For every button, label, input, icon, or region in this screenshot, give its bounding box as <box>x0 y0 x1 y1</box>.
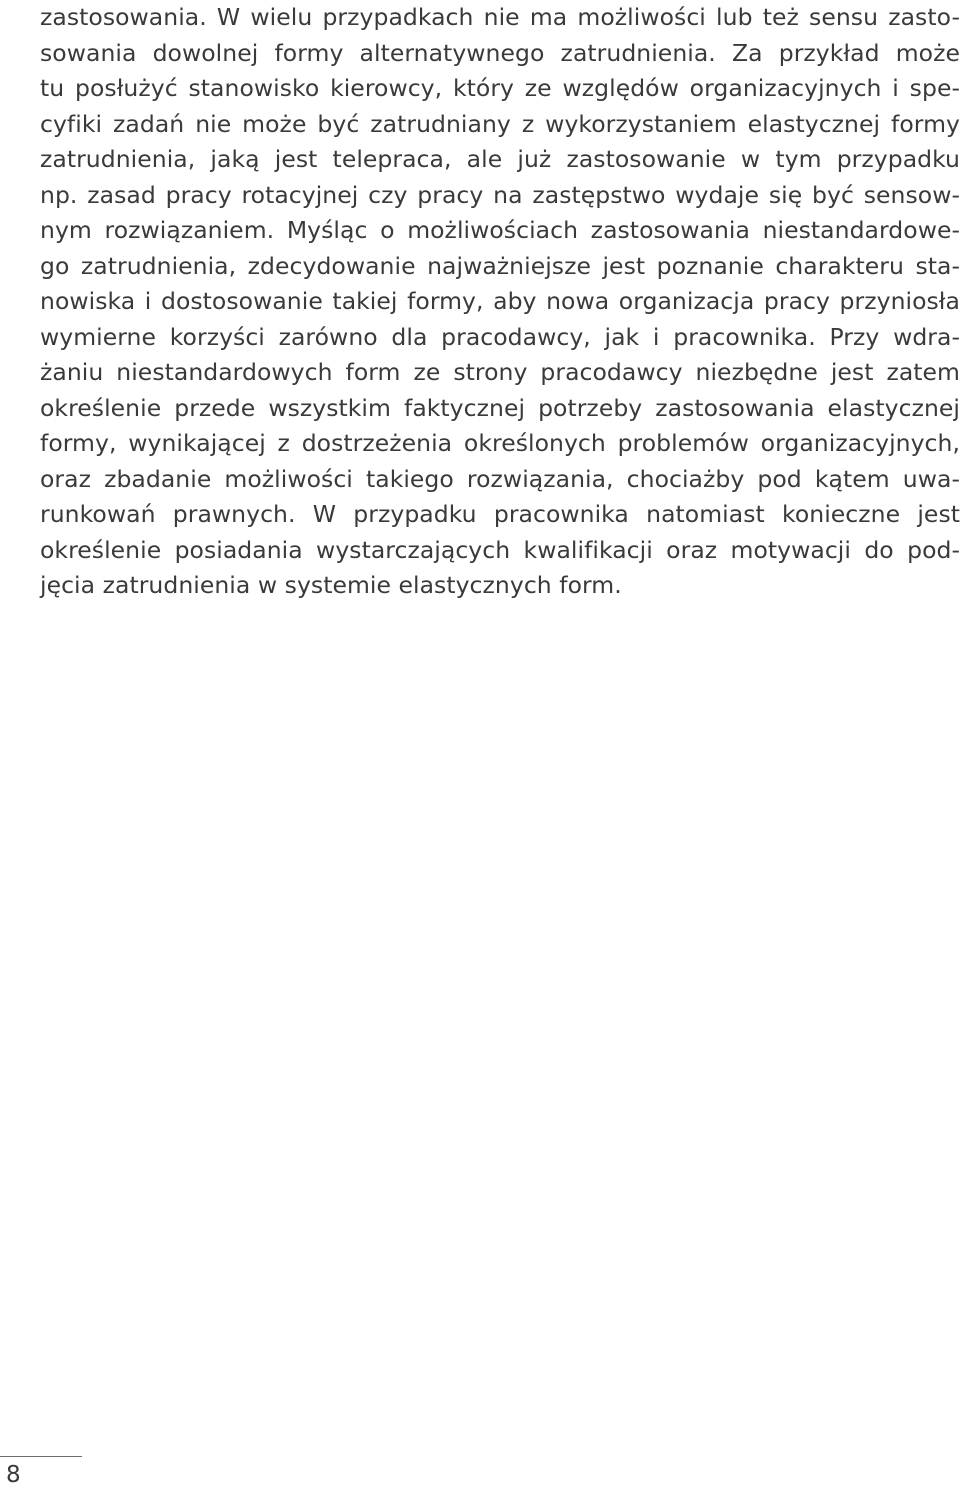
text-line: tu posłużyć stanowisko kierowcy, który ze względów organizacyjnych i spe- <box>40 74 960 102</box>
body-text <box>40 0 960 604</box>
text-line: oraz zbadanie możliwości takiego rozwiązania, chociażby pod kątem uwa- <box>40 464 960 493</box>
text-line: określenie posiadania wystarczających kwalifikacji oraz motywacji do pod- <box>40 535 960 564</box>
page-number: 8 <box>6 1462 21 1488</box>
text-line: np. zasad pracy rotacyjnej czy pracy na zastępstwo wydaje się być sensow- <box>40 180 960 209</box>
text-line: zastosowania. W wielu przypadkach nie ma możliwości lub też sensu zasto- <box>40 3 960 31</box>
text-line-last: jęcia zatrudnienia w systemie elastycznych form. <box>40 571 622 599</box>
text-line: zatrudnienia, jaką jest telepraca, ale już zastosowanie w tym przypadku <box>40 145 960 173</box>
text-line: nowiska i dostosowanie takiej formy, aby nowa organizacja pracy przyniosła <box>40 287 960 315</box>
text-line: wymierne korzyści zarówno dla pracodawcy, jak i pracownika. Przy wdra- <box>40 322 960 351</box>
text-line: cyfiki zadań nie może być zatrudniany z wykorzystaniem elastycznej formy <box>40 109 960 138</box>
text-line: runkowań prawnych. W przypadku pracownika natomiast konieczne jest <box>40 500 960 528</box>
text-line: sowania dowolnej formy alternatywnego zatrudnienia. Za przykład może <box>40 38 960 67</box>
text-line: określenie przede wszystkim faktycznej potrzeby zastosowania elastycznej <box>40 393 960 422</box>
text-line: nym rozwiązaniem. Myśląc o możliwościach zastosowania niestandardowe- <box>40 216 960 244</box>
text-line: formy, wynikającej z dostrzeżenia określonych problemów organizacyjnych, <box>40 429 960 457</box>
footer-divider <box>0 1456 82 1457</box>
text-line: żaniu niestandardowych form ze strony pracodawcy niezbędne jest zatem <box>40 358 960 386</box>
text-line: go zatrudnienia, zdecydowanie najważniejsze jest poznanie charakteru sta- <box>40 251 960 280</box>
